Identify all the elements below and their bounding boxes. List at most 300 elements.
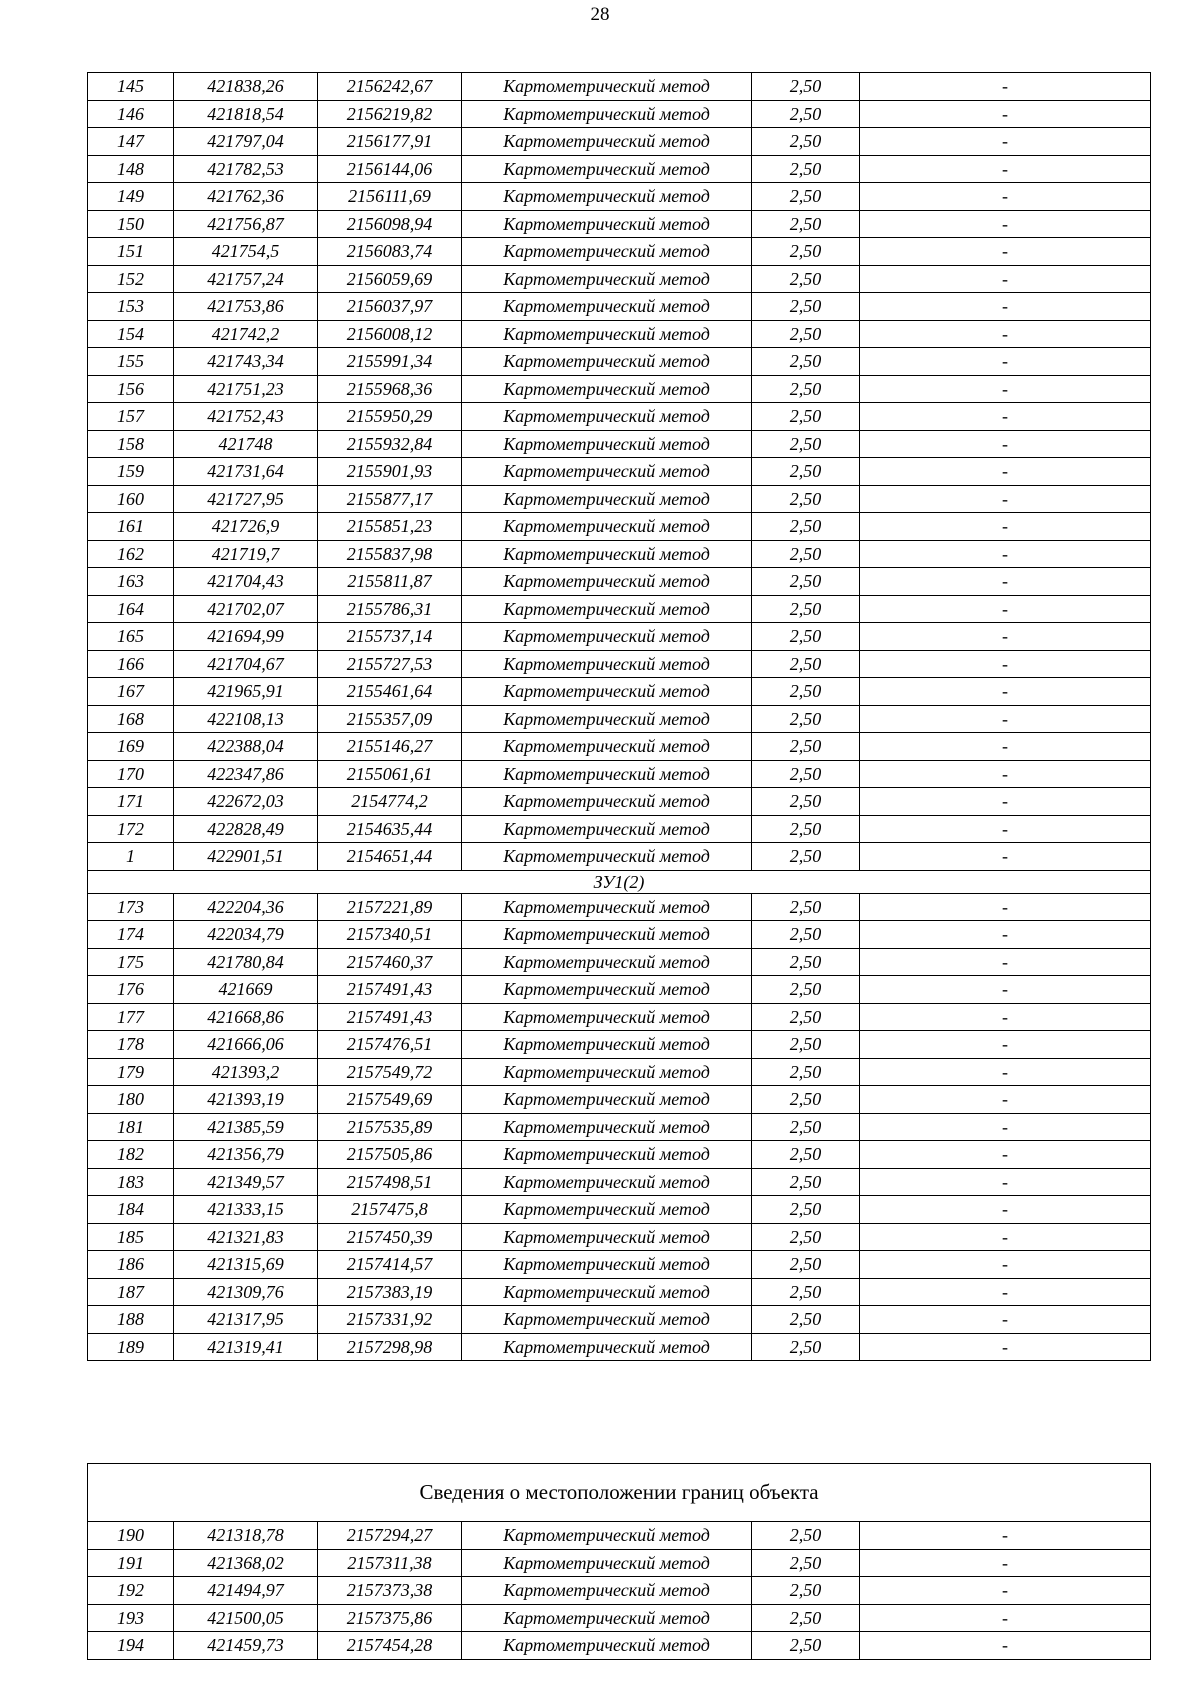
cell-method: Картометрический метод <box>462 1086 752 1114</box>
table-row <box>88 1522 1151 1550</box>
table-row <box>88 320 1151 348</box>
cell-coord-y: 2156111,69 <box>318 183 462 211</box>
cell-point-number: 184 <box>88 1196 174 1224</box>
cell-method: Картометрический метод <box>462 1333 752 1361</box>
table-row <box>88 1306 1151 1334</box>
cell-coord-x: 421666,06 <box>174 1031 318 1059</box>
cell-description: - <box>860 921 1151 949</box>
table-row <box>88 815 1151 843</box>
cell-point-number: 174 <box>88 921 174 949</box>
cell-coord-y: 2157414,57 <box>318 1251 462 1279</box>
cell-coord-x: 421742,2 <box>174 320 318 348</box>
cell-accuracy: 2,50 <box>752 375 860 403</box>
cell-accuracy: 2,50 <box>752 348 860 376</box>
cell-method: Картометрический метод <box>462 1223 752 1251</box>
cell-coord-y: 2155811,87 <box>318 568 462 596</box>
cell-point-number: 188 <box>88 1306 174 1334</box>
cell-description: - <box>860 1058 1151 1086</box>
cell-point-number: 178 <box>88 1031 174 1059</box>
cell-accuracy: 2,50 <box>752 238 860 266</box>
cell-description: - <box>860 976 1151 1004</box>
cell-method: Картометрический метод <box>462 210 752 238</box>
coordinates-table <box>87 72 1151 1361</box>
cell-description: - <box>860 893 1151 921</box>
cell-method: Картометрический метод <box>462 128 752 156</box>
cell-accuracy: 2,50 <box>752 678 860 706</box>
cell-coord-x: 421318,78 <box>174 1522 318 1550</box>
cell-coord-y: 2157450,39 <box>318 1223 462 1251</box>
cell-method: Картометрический метод <box>462 1278 752 1306</box>
cell-accuracy: 2,50 <box>752 1604 860 1632</box>
cell-description: - <box>860 1086 1151 1114</box>
table-row <box>88 843 1151 871</box>
cell-point-number: 192 <box>88 1577 174 1605</box>
cell-coord-y: 2155932,84 <box>318 430 462 458</box>
cell-coord-y: 2157383,19 <box>318 1278 462 1306</box>
cell-point-number: 180 <box>88 1086 174 1114</box>
cell-point-number: 149 <box>88 183 174 211</box>
cell-point-number: 145 <box>88 73 174 101</box>
cell-method: Картометрический метод <box>462 843 752 871</box>
table-row <box>88 1223 1151 1251</box>
cell-method: Картометрический метод <box>462 73 752 101</box>
cell-coord-y: 2155901,93 <box>318 458 462 486</box>
cell-coord-y: 2155461,64 <box>318 678 462 706</box>
cell-description: - <box>860 430 1151 458</box>
cell-coord-x: 421459,73 <box>174 1632 318 1660</box>
cell-coord-x: 421356,79 <box>174 1141 318 1169</box>
cell-coord-x: 422347,86 <box>174 760 318 788</box>
cell-coord-x: 422672,03 <box>174 788 318 816</box>
cell-coord-x: 421500,05 <box>174 1604 318 1632</box>
cell-method: Картометрический метод <box>462 893 752 921</box>
cell-point-number: 168 <box>88 705 174 733</box>
cell-method: Картометрический метод <box>462 1604 752 1632</box>
cell-point-number: 194 <box>88 1632 174 1660</box>
cell-accuracy: 2,50 <box>752 293 860 321</box>
table-row <box>88 1058 1151 1086</box>
table-row <box>88 1632 1151 1660</box>
cell-coord-x: 421668,86 <box>174 1003 318 1031</box>
cell-accuracy: 2,50 <box>752 1168 860 1196</box>
cell-point-number: 1 <box>88 843 174 871</box>
cell-point-number: 176 <box>88 976 174 1004</box>
cell-coord-y: 2157460,37 <box>318 948 462 976</box>
cell-coord-x: 421333,15 <box>174 1196 318 1224</box>
cell-coord-x: 421754,5 <box>174 238 318 266</box>
cell-method: Картометрический метод <box>462 595 752 623</box>
table-row <box>88 760 1151 788</box>
cell-coord-x: 422388,04 <box>174 733 318 761</box>
table-row <box>88 210 1151 238</box>
cell-accuracy: 2,50 <box>752 265 860 293</box>
cell-method: Картометрический метод <box>462 760 752 788</box>
cell-accuracy: 2,50 <box>752 1632 860 1660</box>
cell-accuracy: 2,50 <box>752 513 860 541</box>
cell-accuracy: 2,50 <box>752 733 860 761</box>
cell-description: - <box>860 1604 1151 1632</box>
cell-accuracy: 2,50 <box>752 458 860 486</box>
cell-coord-x: 421317,95 <box>174 1306 318 1334</box>
cell-coord-y: 2154635,44 <box>318 815 462 843</box>
cell-description: - <box>860 678 1151 706</box>
cell-coord-x: 421743,34 <box>174 348 318 376</box>
cell-coord-y: 2155061,61 <box>318 760 462 788</box>
cell-method: Картометрический метод <box>462 458 752 486</box>
cell-coord-x: 421669 <box>174 976 318 1004</box>
cell-coord-y: 2156083,74 <box>318 238 462 266</box>
cell-coord-y: 2157505,86 <box>318 1141 462 1169</box>
table-row <box>88 375 1151 403</box>
cell-description: - <box>860 513 1151 541</box>
cell-coord-y: 2155991,34 <box>318 348 462 376</box>
cell-description: - <box>860 540 1151 568</box>
table-row <box>88 921 1151 949</box>
table-row <box>88 183 1151 211</box>
table-row <box>88 1113 1151 1141</box>
cell-point-number: 150 <box>88 210 174 238</box>
cell-coord-y: 2155968,36 <box>318 375 462 403</box>
cell-method: Картометрический метод <box>462 183 752 211</box>
cell-coord-x: 421319,41 <box>174 1333 318 1361</box>
cell-coord-x: 422204,36 <box>174 893 318 921</box>
cell-coord-x: 421309,76 <box>174 1278 318 1306</box>
cell-coord-y: 2157311,38 <box>318 1549 462 1577</box>
cell-method: Картометрический метод <box>462 430 752 458</box>
table-row <box>88 513 1151 541</box>
table-row <box>88 788 1151 816</box>
table-row <box>88 1278 1151 1306</box>
cell-coord-y: 2156242,67 <box>318 73 462 101</box>
table-row <box>88 1577 1151 1605</box>
table-row <box>88 733 1151 761</box>
table-row <box>88 893 1151 921</box>
cell-accuracy: 2,50 <box>752 843 860 871</box>
cell-point-number: 193 <box>88 1604 174 1632</box>
cell-accuracy: 2,50 <box>752 403 860 431</box>
cell-method: Картометрический метод <box>462 1632 752 1660</box>
section-label: ЗУ1(2) <box>88 870 1151 893</box>
cell-description: - <box>860 320 1151 348</box>
cell-method: Картометрический метод <box>462 678 752 706</box>
cell-description: - <box>860 238 1151 266</box>
cell-point-number: 183 <box>88 1168 174 1196</box>
cell-coord-x: 421753,86 <box>174 293 318 321</box>
cell-description: - <box>860 948 1151 976</box>
cell-accuracy: 2,50 <box>752 73 860 101</box>
cell-description: - <box>860 1168 1151 1196</box>
table-row <box>88 1604 1151 1632</box>
cell-coord-y: 2156037,97 <box>318 293 462 321</box>
cell-accuracy: 2,50 <box>752 1058 860 1086</box>
cell-point-number: 158 <box>88 430 174 458</box>
cell-accuracy: 2,50 <box>752 595 860 623</box>
cell-accuracy: 2,50 <box>752 1333 860 1361</box>
cell-method: Картометрический метод <box>462 921 752 949</box>
cell-point-number: 186 <box>88 1251 174 1279</box>
cell-coord-y: 2155837,98 <box>318 540 462 568</box>
cell-method: Картометрический метод <box>462 1251 752 1279</box>
cell-description: - <box>860 265 1151 293</box>
table-row <box>88 485 1151 513</box>
cell-coord-x: 422034,79 <box>174 921 318 949</box>
table-row <box>88 238 1151 266</box>
table-row <box>88 155 1151 183</box>
cell-method: Картометрический метод <box>462 1577 752 1605</box>
cell-point-number: 146 <box>88 100 174 128</box>
cell-description: - <box>860 1522 1151 1550</box>
cell-coord-x: 421719,7 <box>174 540 318 568</box>
cell-accuracy: 2,50 <box>752 1086 860 1114</box>
cell-description: - <box>860 1577 1151 1605</box>
cell-accuracy: 2,50 <box>752 1003 860 1031</box>
cell-point-number: 156 <box>88 375 174 403</box>
cell-coord-x: 421727,95 <box>174 485 318 513</box>
cell-coord-y: 2156144,06 <box>318 155 462 183</box>
cell-coord-x: 421752,43 <box>174 403 318 431</box>
table-row <box>88 705 1151 733</box>
cell-description: - <box>860 568 1151 596</box>
cell-coord-x: 421965,91 <box>174 678 318 706</box>
cell-description: - <box>860 485 1151 513</box>
cell-coord-x: 421731,64 <box>174 458 318 486</box>
cell-point-number: 147 <box>88 128 174 156</box>
table-row <box>88 1086 1151 1114</box>
table-row <box>88 1549 1151 1577</box>
cell-description: - <box>860 458 1151 486</box>
table-row <box>88 568 1151 596</box>
cell-accuracy: 2,50 <box>752 1223 860 1251</box>
cell-accuracy: 2,50 <box>752 1577 860 1605</box>
cell-coord-x: 421704,43 <box>174 568 318 596</box>
cell-coord-y: 2157476,51 <box>318 1031 462 1059</box>
cell-point-number: 164 <box>88 595 174 623</box>
cell-description: - <box>860 100 1151 128</box>
cell-accuracy: 2,50 <box>752 1141 860 1169</box>
cell-description: - <box>860 815 1151 843</box>
cell-coord-x: 421797,04 <box>174 128 318 156</box>
cell-method: Картометрический метод <box>462 100 752 128</box>
table-row <box>88 1031 1151 1059</box>
cell-coord-x: 421748 <box>174 430 318 458</box>
cell-method: Картометрический метод <box>462 403 752 431</box>
table-row <box>88 540 1151 568</box>
cell-description: - <box>860 1113 1151 1141</box>
cell-accuracy: 2,50 <box>752 183 860 211</box>
cell-point-number: 159 <box>88 458 174 486</box>
cell-coord-y: 2157373,38 <box>318 1577 462 1605</box>
cell-point-number: 170 <box>88 760 174 788</box>
cell-accuracy: 2,50 <box>752 788 860 816</box>
cell-method: Картометрический метод <box>462 293 752 321</box>
cell-description: - <box>860 155 1151 183</box>
cell-accuracy: 2,50 <box>752 1522 860 1550</box>
cell-method: Картометрический метод <box>462 155 752 183</box>
cell-method: Картометрический метод <box>462 623 752 651</box>
table-row <box>88 678 1151 706</box>
table-row <box>88 265 1151 293</box>
cell-accuracy: 2,50 <box>752 430 860 458</box>
cell-accuracy: 2,50 <box>752 540 860 568</box>
cell-method: Картометрический метод <box>462 1031 752 1059</box>
cell-coord-x: 421756,87 <box>174 210 318 238</box>
cell-point-number: 162 <box>88 540 174 568</box>
cell-description: - <box>860 1003 1151 1031</box>
cell-method: Картометрический метод <box>462 1003 752 1031</box>
cell-point-number: 152 <box>88 265 174 293</box>
cell-method: Картометрический метод <box>462 705 752 733</box>
boundary-info-table <box>87 1463 1151 1660</box>
cell-coord-x: 421704,67 <box>174 650 318 678</box>
cell-accuracy: 2,50 <box>752 650 860 678</box>
cell-coord-y: 2157549,72 <box>318 1058 462 1086</box>
cell-coord-x: 421726,9 <box>174 513 318 541</box>
cell-method: Картометрический метод <box>462 1168 752 1196</box>
table-row <box>88 1168 1151 1196</box>
cell-method: Картометрический метод <box>462 320 752 348</box>
cell-point-number: 181 <box>88 1113 174 1141</box>
cell-method: Картометрический метод <box>462 948 752 976</box>
table-row <box>88 458 1151 486</box>
cell-method: Картометрический метод <box>462 1522 752 1550</box>
cell-method: Картометрический метод <box>462 1306 752 1334</box>
cell-point-number: 161 <box>88 513 174 541</box>
cell-coord-y: 2155877,17 <box>318 485 462 513</box>
cell-coord-y: 2156008,12 <box>318 320 462 348</box>
cell-coord-y: 2157475,8 <box>318 1196 462 1224</box>
cell-point-number: 160 <box>88 485 174 513</box>
cell-coord-y: 2157298,98 <box>318 1333 462 1361</box>
cell-point-number: 185 <box>88 1223 174 1251</box>
cell-coord-y: 2157549,69 <box>318 1086 462 1114</box>
cell-description: - <box>860 760 1151 788</box>
cell-point-number: 163 <box>88 568 174 596</box>
table-row <box>88 623 1151 651</box>
cell-description: - <box>860 375 1151 403</box>
cell-description: - <box>860 1141 1151 1169</box>
table-row <box>88 1333 1151 1361</box>
cell-description: - <box>860 705 1151 733</box>
cell-accuracy: 2,50 <box>752 1031 860 1059</box>
page-number: 28 <box>590 4 610 25</box>
cell-point-number: 190 <box>88 1522 174 1550</box>
cell-description: - <box>860 403 1151 431</box>
cell-accuracy: 2,50 <box>752 155 860 183</box>
cell-point-number: 167 <box>88 678 174 706</box>
cell-coord-x: 421321,83 <box>174 1223 318 1251</box>
cell-coord-y: 2156059,69 <box>318 265 462 293</box>
cell-method: Картометрический метод <box>462 1141 752 1169</box>
cell-point-number: 187 <box>88 1278 174 1306</box>
table-row <box>88 128 1151 156</box>
cell-coord-y: 2154774,2 <box>318 788 462 816</box>
cell-coord-x: 422901,51 <box>174 843 318 871</box>
cell-description: - <box>860 1031 1151 1059</box>
cell-accuracy: 2,50 <box>752 485 860 513</box>
table-row <box>88 348 1151 376</box>
cell-method: Картометрический метод <box>462 1196 752 1224</box>
cell-description: - <box>860 1223 1151 1251</box>
cell-point-number: 169 <box>88 733 174 761</box>
cell-method: Картометрический метод <box>462 733 752 761</box>
cell-method: Картометрический метод <box>462 485 752 513</box>
cell-description: - <box>860 1549 1151 1577</box>
table-row <box>88 976 1151 1004</box>
cell-description: - <box>860 128 1151 156</box>
cell-coord-x: 421393,19 <box>174 1086 318 1114</box>
cell-point-number: 151 <box>88 238 174 266</box>
cell-coord-x: 421751,23 <box>174 375 318 403</box>
cell-method: Картометрический метод <box>462 540 752 568</box>
table-row <box>88 650 1151 678</box>
cell-point-number: 171 <box>88 788 174 816</box>
cell-accuracy: 2,50 <box>752 705 860 733</box>
cell-coord-x: 421782,53 <box>174 155 318 183</box>
cell-point-number: 173 <box>88 893 174 921</box>
cell-coord-y: 2157491,43 <box>318 1003 462 1031</box>
cell-point-number: 166 <box>88 650 174 678</box>
cell-accuracy: 2,50 <box>752 948 860 976</box>
table-row <box>88 1141 1151 1169</box>
table-row <box>88 595 1151 623</box>
table-row <box>88 1251 1151 1279</box>
cell-coord-x: 421780,84 <box>174 948 318 976</box>
cell-coord-y: 2155950,29 <box>318 403 462 431</box>
table-row <box>88 1196 1151 1224</box>
cell-coord-y: 2155727,53 <box>318 650 462 678</box>
cell-coord-x: 421838,26 <box>174 73 318 101</box>
cell-accuracy: 2,50 <box>752 815 860 843</box>
cell-coord-y: 2155146,27 <box>318 733 462 761</box>
cell-method: Картометрический метод <box>462 348 752 376</box>
cell-method: Картометрический метод <box>462 265 752 293</box>
cell-coord-x: 421393,2 <box>174 1058 318 1086</box>
table-row <box>88 73 1151 101</box>
cell-coord-y: 2155357,09 <box>318 705 462 733</box>
cell-description: - <box>860 650 1151 678</box>
cell-method: Картометрический метод <box>462 976 752 1004</box>
cell-coord-x: 421757,24 <box>174 265 318 293</box>
cell-method: Картометрический метод <box>462 568 752 596</box>
section-row <box>88 870 1151 893</box>
cell-accuracy: 2,50 <box>752 976 860 1004</box>
cell-accuracy: 2,50 <box>752 320 860 348</box>
cell-accuracy: 2,50 <box>752 921 860 949</box>
cell-accuracy: 2,50 <box>752 568 860 596</box>
table-row <box>88 430 1151 458</box>
cell-coord-x: 421702,07 <box>174 595 318 623</box>
cell-accuracy: 2,50 <box>752 1306 860 1334</box>
cell-description: - <box>860 210 1151 238</box>
cell-description: - <box>860 733 1151 761</box>
cell-coord-y: 2156098,94 <box>318 210 462 238</box>
cell-accuracy: 2,50 <box>752 760 860 788</box>
cell-coord-y: 2155737,14 <box>318 623 462 651</box>
cell-description: - <box>860 183 1151 211</box>
cell-coord-x: 421762,36 <box>174 183 318 211</box>
cell-description: - <box>860 595 1151 623</box>
table-row <box>88 948 1151 976</box>
cell-coord-x: 421494,97 <box>174 1577 318 1605</box>
cell-accuracy: 2,50 <box>752 623 860 651</box>
cell-description: - <box>860 1632 1151 1660</box>
cell-coord-x: 421315,69 <box>174 1251 318 1279</box>
table-row <box>88 1003 1151 1031</box>
cell-coord-y: 2157221,89 <box>318 893 462 921</box>
cell-coord-y: 2157294,27 <box>318 1522 462 1550</box>
cell-coord-x: 421818,54 <box>174 100 318 128</box>
cell-point-number: 175 <box>88 948 174 976</box>
